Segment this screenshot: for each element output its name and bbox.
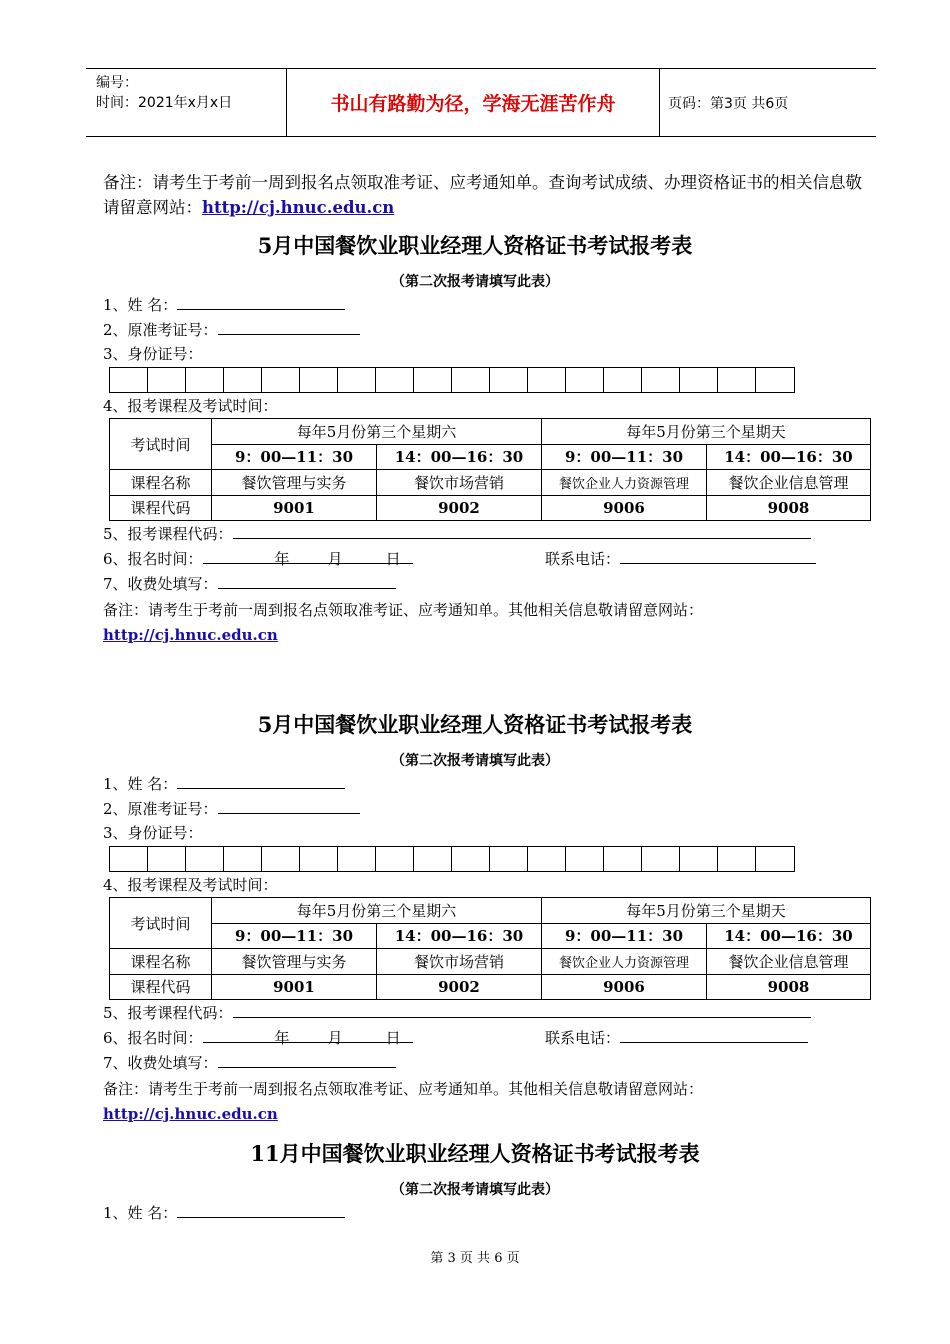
form-3-title: 11月中国餐饮业职业经理人资格证书考试报考表 [250,1141,700,1166]
header-meta [86,69,286,136]
form-1-old-ticket-row [103,319,360,341]
form-2-name-row [103,773,345,795]
time-header: 考试时间 [110,419,212,470]
course-name-header: 课程名称 [110,470,212,496]
date-field[interactable]: 年 月 日 [203,1027,413,1043]
name-field[interactable] [177,773,345,789]
old-ticket-label: 2、原准考证号： [103,321,218,339]
form-1-schedule-table [109,418,871,521]
old-ticket-field[interactable] [218,798,360,814]
old-ticket-field[interactable] [218,319,360,335]
course-name-header: 课程名称 [110,949,212,975]
course-code-cell: 9008 [707,495,871,521]
form-2-old-ticket-row [103,798,360,820]
form-1-course-label: 4、报考课程及考试时间： [103,397,278,415]
form-1-id-label: 3、身份证号： [103,345,203,363]
course-code-cell: 9001 [212,495,377,521]
course-code-cell: 9006 [542,495,707,521]
form-2-id-label: 3、身份证号： [103,824,203,842]
name-field[interactable] [177,294,345,310]
slot-cell: 14：00—16：30 [707,444,871,470]
form-2-fee-row [103,1052,396,1074]
number-label: 编号： [96,75,138,91]
page-footer: 第 3 页 共 6 页 [430,1251,520,1266]
form-1-title: 5月中国餐饮业职业经理人资格证书考试报考表 [257,233,693,258]
form-note-text: 备注：请考生于考前一周到报名点领取准考证、应考通知单。其他相关信息敬请留意网站： [103,601,704,619]
form-1-name-row [103,294,345,316]
form-1-code-row [103,523,811,545]
name-label: 1、姓 名： [103,775,178,793]
top-note-link[interactable]: http://cj.hnuc.edu.cn [202,198,395,217]
phone-label: 联系电话： [545,1029,621,1047]
slot-cell: 9：00—11：30 [542,444,707,470]
form-2-id-grid[interactable] [109,846,795,872]
slot-cell: 9：00—11：30 [212,444,377,470]
name-label: 1、姓 名： [103,296,178,314]
header-page-number: 页码：第3页 共6页 [668,95,789,112]
name-field[interactable] [177,1202,345,1218]
form-1-fee-row [103,573,396,595]
phone-field[interactable] [620,548,816,564]
form-2-date-row [103,1027,413,1049]
phone-label: 联系电话： [545,550,621,568]
slot-cell: 9：00—11：30 [542,923,707,949]
form-2-title: 5月中国餐饮业职业经理人资格证书考试报考表 [257,712,693,737]
header-motto: 书山有路勤为径，学海无涯苦作舟 [286,69,660,136]
code-field[interactable] [233,1002,811,1018]
course-name-cell: 餐饮企业信息管理 [707,470,871,496]
course-name-cell: 餐饮管理与实务 [212,470,377,496]
fee-label: 7、收费处填写： [103,575,218,593]
saturday-header: 每年5月份第三个星期六 [212,898,542,924]
slot-cell: 14：00—16：30 [707,923,871,949]
fee-label: 7、收费处填写： [103,1054,218,1072]
time-header: 考试时间 [110,898,212,949]
course-code-cell: 9001 [212,974,377,1000]
form-1-id-grid[interactable] [109,367,795,393]
course-code-cell: 9002 [377,974,542,1000]
fee-field[interactable] [218,1052,396,1068]
date-label: 6、报名时间： [103,1029,203,1047]
form-2-phone-row [545,1027,808,1049]
old-ticket-label: 2、原准考证号： [103,800,218,818]
phone-field[interactable] [620,1027,808,1043]
form-2-course-label: 4、报考课程及考试时间： [103,876,278,894]
sunday-header: 每年5月份第三个星期天 [542,419,871,445]
course-code-header: 课程代码 [110,495,212,521]
slot-cell: 9：00—11：30 [212,923,377,949]
form-2-subtitle: （第二次报考请填写此表） [391,753,559,769]
saturday-header: 每年5月份第三个星期六 [212,419,542,445]
form-1-date-row [103,548,413,570]
slot-cell: 14：00—16：30 [377,444,542,470]
course-name-cell: 餐饮企业人力资源管理 [542,470,707,496]
course-code-cell: 9006 [542,974,707,1000]
sunday-header: 每年5月份第三个星期天 [542,898,871,924]
time-label: 时间：2021年x月x日 [96,95,233,111]
code-label: 5、报考课程代码： [103,1004,233,1022]
course-code-cell: 9002 [377,495,542,521]
form-2-code-row [103,1002,811,1024]
form-note-link[interactable]: http://cj.hnuc.edu.cn [103,1105,278,1123]
page-header [86,68,876,137]
course-code-cell: 9008 [707,974,871,1000]
course-name-cell: 餐饮企业信息管理 [707,949,871,975]
form-note-text: 备注：请考生于考前一周到报名点领取准考证、应考通知单。其他相关信息敬请留意网站： [103,1080,704,1098]
form-2-schedule-table [109,897,871,1000]
slot-cell: 14：00—16：30 [377,923,542,949]
top-note-text: 备注：请考生于考前一周到报名点领取准考证、应考通知单。查询考试成绩、办理资格证书的相关信息敬请留意网站： [103,173,862,217]
fee-field[interactable] [218,573,396,589]
top-note [103,170,873,220]
course-name-cell: 餐饮市场营销 [377,949,542,975]
course-name-cell: 餐饮企业人力资源管理 [542,949,707,975]
form-1-note [103,598,873,648]
code-label: 5、报考课程代码： [103,525,233,543]
form-3-subtitle: （第二次报考请填写此表） [391,1182,559,1198]
form-2-note [103,1077,873,1127]
form-3-name-row [103,1202,345,1224]
form-note-link[interactable]: http://cj.hnuc.edu.cn [103,626,278,644]
form-1-subtitle: （第二次报考请填写此表） [391,274,559,290]
course-name-cell: 餐饮市场营销 [377,470,542,496]
date-field[interactable]: 年 月 日 [203,548,413,564]
course-code-header: 课程代码 [110,974,212,1000]
code-field[interactable] [233,523,811,539]
date-label: 6、报名时间： [103,550,203,568]
course-name-cell: 餐饮管理与实务 [212,949,377,975]
form-1-phone-row [545,548,816,570]
name-label: 1、姓 名： [103,1204,178,1222]
